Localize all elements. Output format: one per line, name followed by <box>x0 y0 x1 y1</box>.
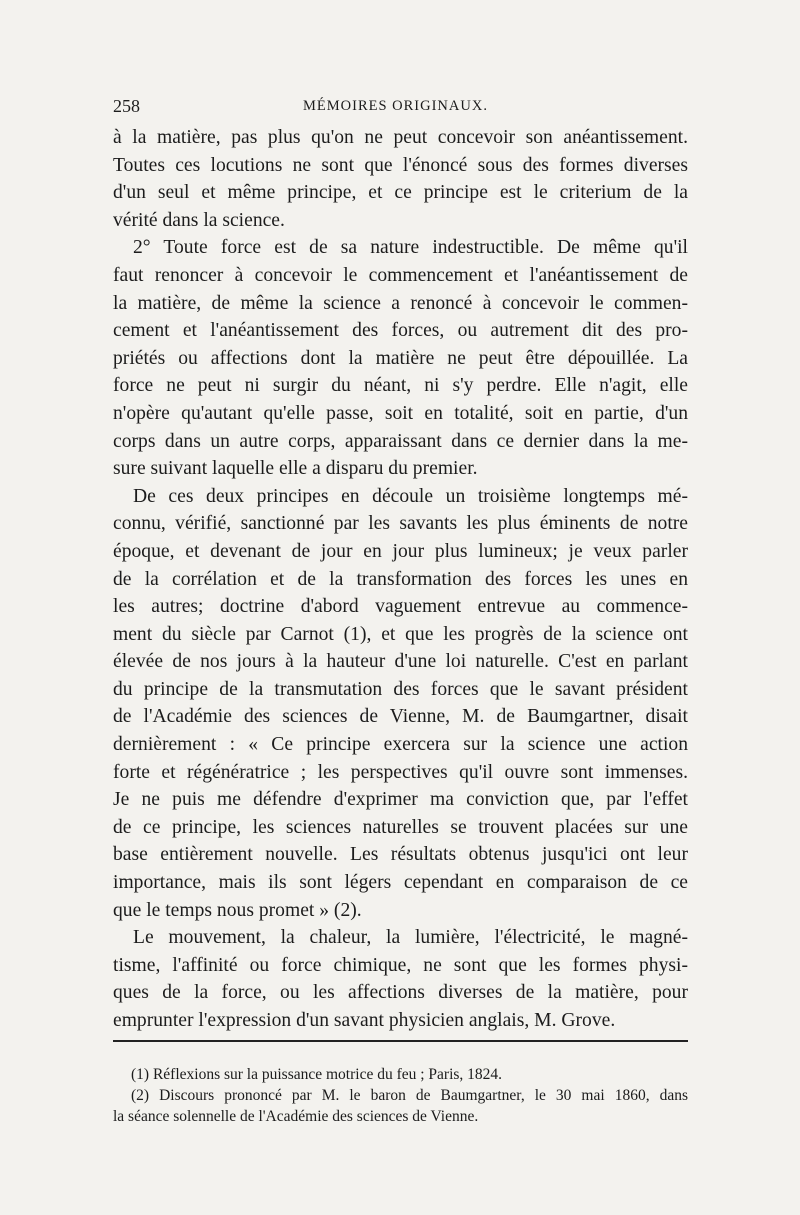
footnote-line: (2) Discours prononcé par M. le baron de Baumgartner, le 30 mai 1860, dans <box>131 1087 688 1104</box>
text-line: corps dans un autre corps, apparaissant dans ce dernier dans la me- <box>113 430 688 452</box>
text-line: dernièrement : « Ce principe exercera sur la science une action <box>113 734 688 756</box>
running-title: MÉMOIRES ORIGINAUX. <box>303 98 488 114</box>
text-line: force ne peut ni surgir du néant, ni s'y perdre. Elle n'agit, elle <box>113 375 688 397</box>
text-line: De ces deux principes en découle un troisième longtemps mé- <box>133 485 688 507</box>
page-header <box>113 96 688 120</box>
text-line: 2° Toute force est de sa nature indestructible. De même qu'il <box>133 237 688 259</box>
text-line: époque, et devenant de jour en jour plus lumineux; je veux parler <box>113 540 688 562</box>
text-line: que le temps nous promet » (2). <box>113 899 362 921</box>
text-line: du principe de la transmutation des forces que le savant président <box>113 678 688 700</box>
text-line: cement et l'anéantissement des forces, ou autrement dit des pro- <box>113 320 688 342</box>
text-line: connu, vérifié, sanctionné par les savants les plus éminents de notre <box>113 513 688 535</box>
text-line: tisme, l'affinité ou force chimique, ne sont que les formes physi- <box>113 954 688 976</box>
text-line: importance, mais ils sont légers cependant en comparaison de ce <box>113 872 688 894</box>
text-line: de l'Académie des sciences de Vienne, M. de Baumgartner, disait <box>113 706 688 728</box>
text-line: n'opère qu'autant qu'elle passe, soit en totalité, soit en partie, d'un <box>113 402 688 424</box>
text-line: faut renoncer à concevoir le commencement et l'anéantissement de <box>113 264 688 286</box>
text-line: emprunter l'expression d'un savant physicien anglais, M. Grove. <box>113 1010 616 1031</box>
text-line: ques de la force, ou les affections diverses de la matière, pour <box>113 982 688 1004</box>
text-line: Toutes ces locutions ne sont que l'énoncé sous des formes diverses <box>113 154 688 176</box>
text-line: ment du siècle par Carnot (1), et que les progrès de la science ont <box>113 623 688 645</box>
text-line: de la corrélation et de la transformation des forces les unes en <box>113 568 688 590</box>
text-line: à la matière, pas plus qu'on ne peut concevoir son anéantissement. <box>113 127 688 148</box>
text-line: base entièrement nouvelle. Les résultats obtenus jusqu'ici ont leur <box>113 844 688 866</box>
text-line: les autres; doctrine d'abord vaguement entrevue au commence- <box>113 596 688 618</box>
text-line: sure suivant laquelle elle a disparu du premier. <box>113 458 478 480</box>
footnotes <box>113 1064 688 1127</box>
text-line: forte et régénératrice ; les perspectives qu'il ouvre sont immenses. <box>113 761 688 783</box>
body-text <box>113 124 688 1035</box>
text-line: de ce principe, les sciences naturelles se trouvent placées sur une <box>113 816 688 838</box>
text-line: Je ne puis me défendre d'exprimer ma conviction que, par l'effet <box>113 789 688 811</box>
text-line: Le mouvement, la chaleur, la lumière, l'électricité, le magné- <box>133 927 688 949</box>
footnote-line: (1) Réflexions sur la puissance motrice du feu ; Paris, 1824. <box>131 1066 503 1083</box>
text-line: priétés ou affections dont la matière ne peut être dépouillée. La <box>113 347 688 369</box>
text-line: d'un seul et même principe, et ce principe est le criterium de la <box>113 182 688 204</box>
footnote-divider <box>113 1040 688 1042</box>
page-number: 258 <box>113 96 140 116</box>
text-line: la matière, de même la science a renoncé à concevoir le commen- <box>113 292 688 314</box>
text-line: vérité dans la science. <box>113 209 285 231</box>
footnote-line: la séance solennelle de l'Académie des sciences de Vienne. <box>113 1108 479 1125</box>
text-line: élevée de nos jours à la hauteur d'une loi naturelle. C'est en parlant <box>113 651 688 673</box>
